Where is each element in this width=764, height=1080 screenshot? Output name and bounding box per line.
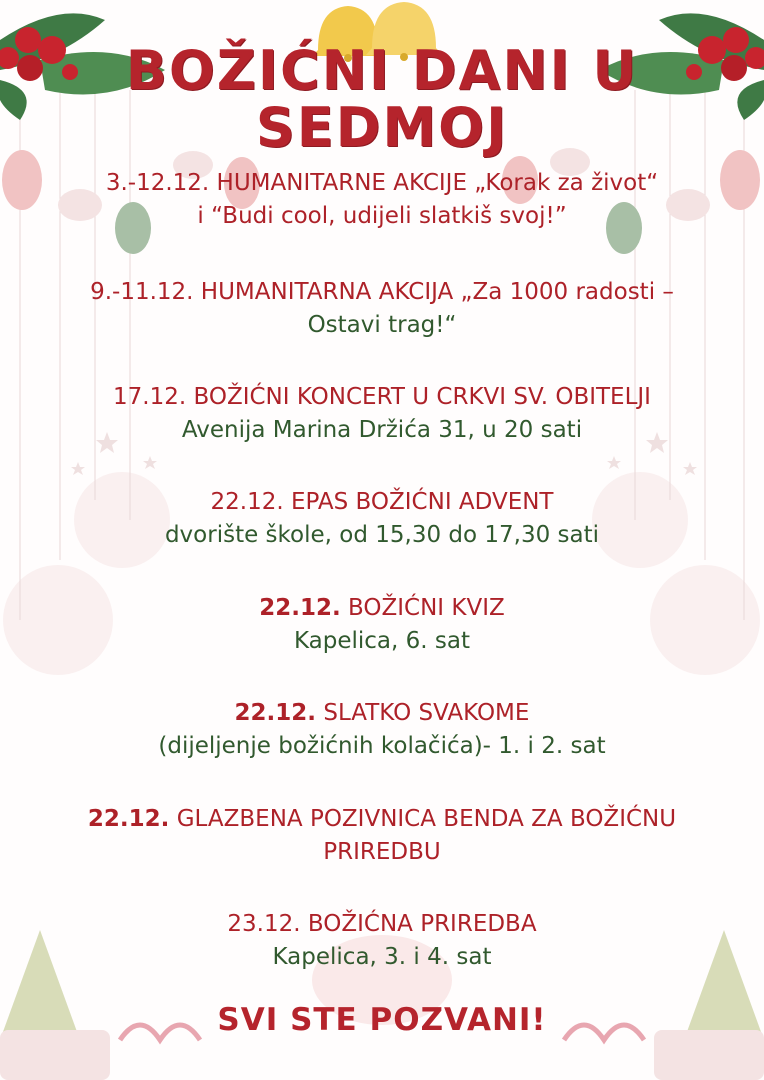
page-title — [0, 39, 764, 159]
event-title — [0, 803, 764, 836]
event-title: 22.12. EPAS BOŽIĆNI ADVENT — [210, 489, 554, 515]
event-name: SLATKO SVAKOME — [316, 700, 530, 726]
event-za-1000-radosti — [0, 276, 764, 342]
event-date: 22.12. — [234, 700, 317, 726]
event-title — [0, 697, 764, 730]
event-details: Kapelica, 6. sat — [293, 628, 470, 654]
title-line-1: BOŽIĆNI DANI U — [125, 39, 639, 102]
event-name: BOŽIĆNI KVIZ — [340, 595, 505, 621]
event-title: 9.-11.12. HUMANITARNA AKCIJA „Za 1000 radosti – — [90, 279, 674, 305]
event-title: 23.12. BOŽIĆNA PRIREDBA — [227, 911, 537, 937]
event-title-cont: i “Budi cool, udijeli slatkiš svoj!” — [197, 203, 567, 229]
title-line-2: SEDMOJ — [255, 96, 509, 159]
event-slatko-svakome — [0, 697, 764, 763]
closing-banner: SVI STE POZVANI! — [217, 1002, 547, 1038]
event-title — [0, 592, 764, 625]
event-glazbena-pozivnica — [0, 803, 764, 869]
event-title: 17.12. BOŽIĆNI KONCERT U CRKVI SV. OBITELJI — [113, 384, 651, 410]
event-title-cont: PRIREDBU — [323, 839, 441, 865]
event-details: dvorište škole, od 15,30 do 17,30 sati — [164, 522, 600, 548]
event-epas-advent — [0, 486, 764, 552]
event-bozicni-koncert — [0, 381, 764, 447]
event-bozicni-kviz — [0, 592, 764, 658]
event-date: 22.12. — [259, 595, 341, 621]
event-title-cont: Ostavi trag!“ — [307, 312, 457, 338]
event-bozicna-priredba — [0, 908, 764, 974]
event-name: GLAZBENA POZIVNICA BENDA ZA BOŽIĆNU — [169, 806, 677, 832]
event-date: 22.12. — [87, 806, 170, 832]
event-details: Avenija Marina Držića 31, u 20 sati — [181, 417, 583, 443]
event-details: (dijeljenje božićnih kolačića)- 1. i 2. sat — [158, 733, 606, 759]
event-details: Kapelica, 3. i 4. sat — [272, 944, 492, 970]
event-humanitarne-akcije — [0, 167, 764, 233]
event-title: 3.-12.12. HUMANITARNE AKCIJE „Korak za život“ — [105, 170, 659, 196]
